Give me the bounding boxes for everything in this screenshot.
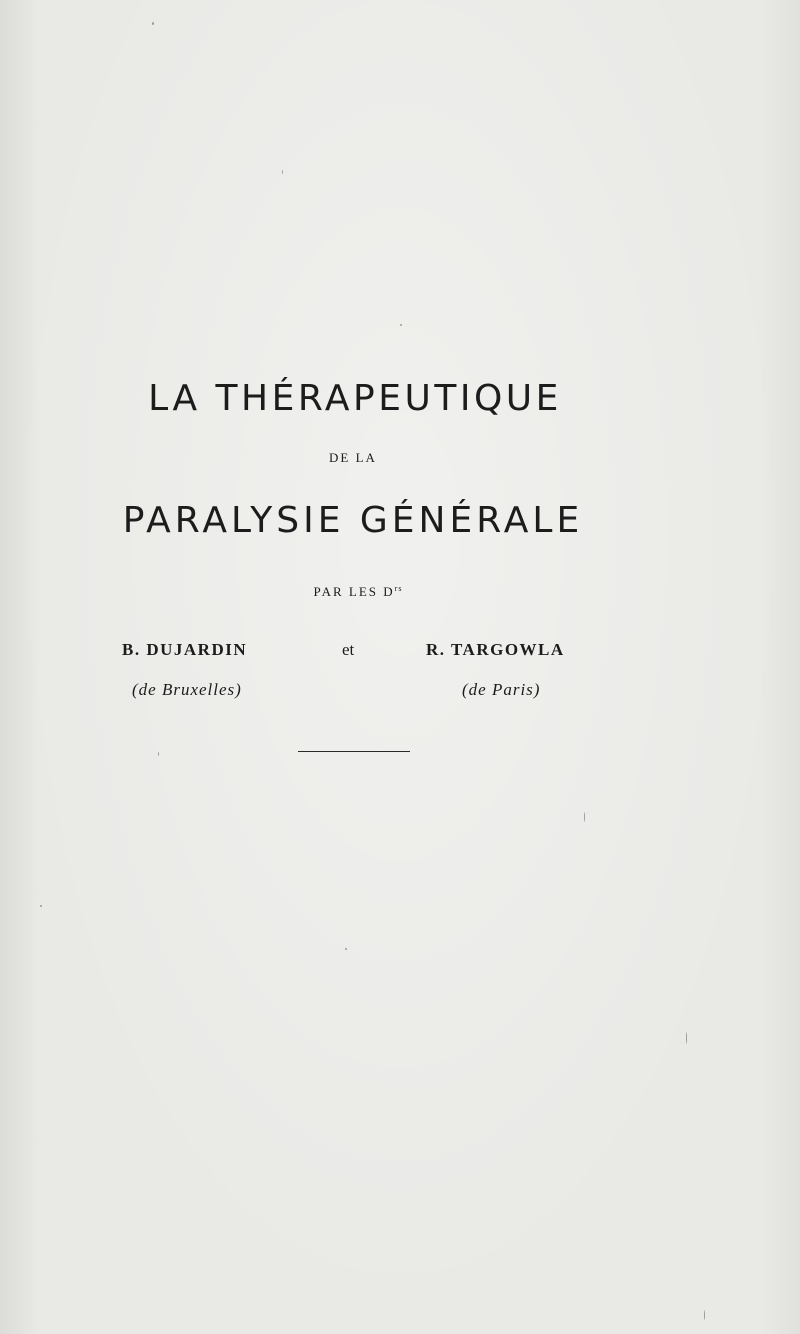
paper-speck	[152, 22, 154, 25]
separator-rule	[298, 751, 410, 752]
byline-prefix: PAR LES D	[313, 584, 395, 599]
paper-speck	[686, 1032, 687, 1044]
title-line-2: PARALYSIE GÉNÉRALE	[122, 500, 584, 541]
paper-speck	[282, 170, 283, 174]
paper-speck	[158, 752, 159, 756]
byline	[0, 584, 716, 600]
paper-speck	[345, 948, 347, 950]
paper-speck	[584, 812, 585, 822]
paper-speck	[400, 324, 402, 326]
paper-speck	[704, 1310, 705, 1320]
paper-speck	[40, 905, 42, 907]
byline-superscript: rs	[394, 584, 403, 593]
author-affiliation-2: (de Paris)	[462, 680, 541, 699]
author-name-1: B. DUJARDIN	[122, 640, 248, 659]
author-name-2: R. TARGOWLA	[426, 640, 565, 659]
author-affiliation-1: (de Bruxelles)	[132, 680, 242, 699]
title-connector: DE LA	[329, 450, 377, 465]
title-line-1: LA THÉRAPEUTIQUE	[148, 378, 562, 419]
author-conjunction: et	[342, 640, 355, 659]
